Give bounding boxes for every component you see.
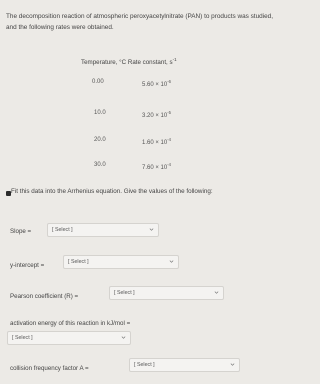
rate-cell: $7.60 \times 10^{-4}$	[142, 162, 171, 171]
question-prompt: Fit this data into the Arrhenius equation. Give the values of the following:	[11, 188, 213, 195]
slope-label: Slope =	[10, 228, 32, 235]
chevron-down-icon	[121, 334, 126, 341]
chevron-down-icon	[149, 226, 154, 233]
chevron-down-icon	[169, 258, 174, 265]
pearson-label: Pearson coefficient (R) =	[10, 293, 79, 300]
activation-energy-label: activation energy of this reaction in kJ/mol =	[10, 320, 131, 327]
temperature-cell: 20.0	[94, 137, 106, 143]
table-header	[81, 57, 177, 66]
temperature-header: Temperature, °C	[81, 59, 127, 67]
rate-header: Rate constant, s	[127, 59, 173, 67]
question-intro: The decomposition reaction of atmospheric peroxyacetylnitrate (PAN) to products was studied, and the following rates were obtained.	[6, 13, 273, 31]
y-intercept-select[interactable]	[63, 255, 179, 269]
y-intercept-label: y-intercept =	[10, 262, 45, 269]
rate-cell: $1.60 \times 10^{-4}$	[142, 137, 171, 146]
y-intercept-select-value: [ Select ]	[68, 259, 89, 265]
rate-cell: $3.20 \times 10^{-5}$	[142, 110, 171, 119]
collision-frequency-select-value: [ Select ]	[134, 362, 155, 368]
collision-frequency-select[interactable]	[129, 358, 240, 372]
chevron-down-icon	[230, 361, 235, 368]
temperature-cell: 0.00	[92, 79, 104, 85]
collision-frequency-label: collision frequency factor A =	[10, 365, 89, 372]
slope-select-value: [ Select ]	[52, 227, 73, 233]
rate-cell: $5.60 \times 10^{-6}$	[142, 79, 171, 88]
activation-energy-select-value: [ Select ]	[12, 335, 33, 341]
temperature-cell: 30.0	[94, 162, 106, 168]
rate-header-exponent: -1	[172, 57, 177, 62]
temperature-cell: 10.0	[94, 110, 106, 116]
pearson-select-value: [ Select ]	[114, 290, 135, 296]
slope-select[interactable]	[47, 223, 159, 237]
pearson-select[interactable]	[109, 286, 224, 300]
chevron-down-icon	[214, 289, 219, 296]
activation-energy-select[interactable]	[7, 331, 131, 345]
